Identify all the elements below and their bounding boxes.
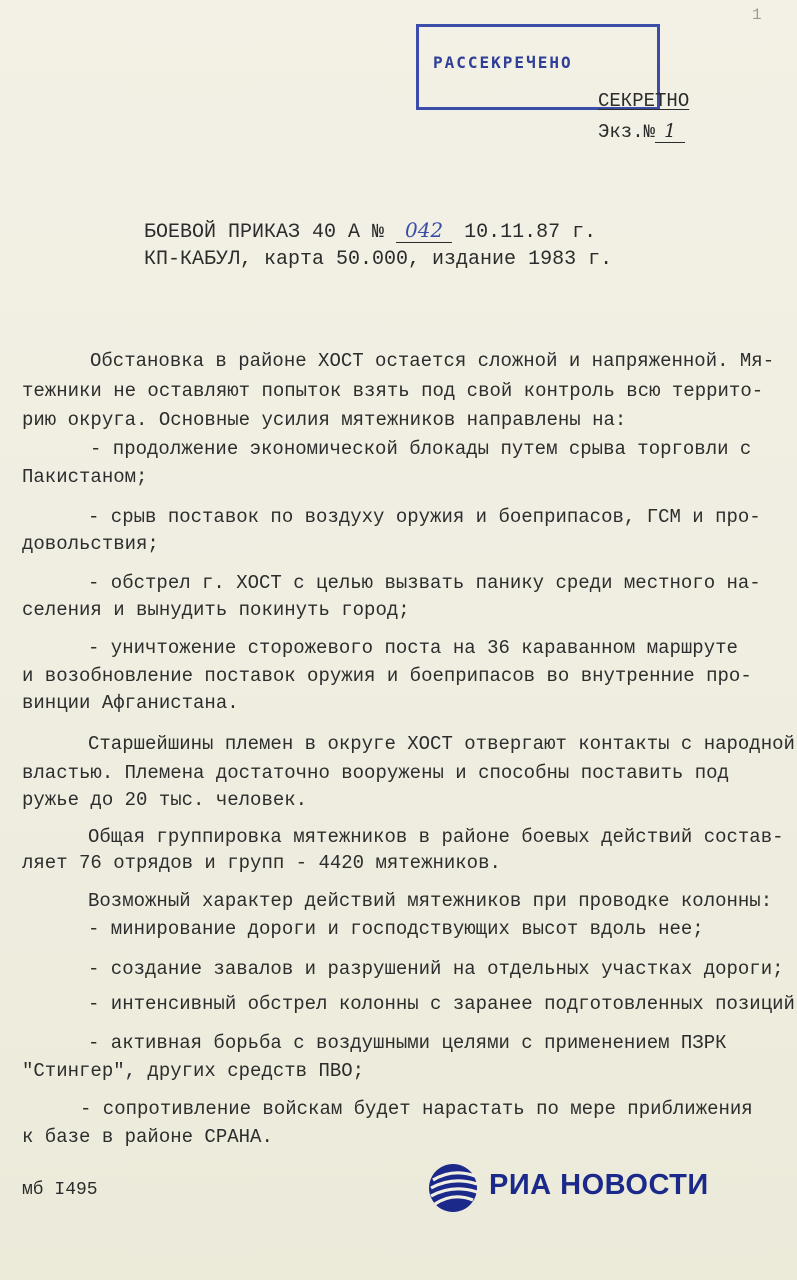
copy-number-line <box>598 120 685 143</box>
document-code: мб I495 <box>22 1180 98 1200</box>
order-date: 10.11.87 г. <box>464 221 597 244</box>
body-line: Возможный характер действий мятежников при проводке колонны: <box>88 890 773 912</box>
order-title <box>144 218 596 244</box>
body-line: - создание завалов и разрушений на отдельных участках дороги; <box>88 958 784 980</box>
body-line: - обстрел г. ХОСТ с целью вызвать панику среди местного на- <box>88 572 761 594</box>
copy-label: Экз.№ <box>598 121 656 143</box>
body-line: ружье до 20 тыс. человек. <box>22 789 308 811</box>
body-line: - активная борьба с воздушными целями с применением ПЗРК <box>88 1032 727 1054</box>
body-line: - интенсивный обстрел колонны с заранее подготовленных позиций <box>88 993 795 1015</box>
ria-logo-text: РИА НОВОСТИ <box>489 1169 709 1201</box>
stamp-text: РАССЕКРЕЧЕНО <box>433 53 573 72</box>
body-line: - минирование дороги и господствующих высот вдоль нее; <box>88 918 704 940</box>
body-line: - сопротивление войскам будет нарастать по мере приближения <box>80 1098 753 1120</box>
body-line: - уничтожение сторожевого поста на 36 караванном маршруте <box>88 637 738 659</box>
body-line: винции Афганистана. <box>22 692 239 714</box>
ria-novosti-logo <box>425 1160 740 1216</box>
body-line: тежники не оставляют попыток взять под свой контроль всю террито- <box>22 380 764 402</box>
body-line: довольствия; <box>22 533 159 555</box>
copy-number: 1 <box>655 120 685 143</box>
order-prefix: БОЕВОЙ ПРИКАЗ 40 А № <box>144 221 385 244</box>
body-line: "Стингер", других средств ПВО; <box>22 1060 365 1082</box>
body-line: Общая группировка мятежников в районе боевых действий состав- <box>88 826 784 848</box>
body-line: и возобновление поставок оружия и боеприпасов во внутренние про- <box>22 665 752 687</box>
ria-globe-icon <box>425 1160 481 1216</box>
body-line: - продолжение экономической блокады путем срыва торговли с <box>90 438 752 460</box>
pencil-page-mark: 1 <box>752 6 762 24</box>
body-line: Пакистаном; <box>22 466 148 488</box>
body-line: рию округа. Основные усилия мятежников направлены на: <box>22 409 627 431</box>
body-line: Старшейшины племен в округе ХОСТ отвергают контакты с народной <box>88 733 795 755</box>
order-number: 042 <box>396 218 452 243</box>
body-line: селения и вынудить покинуть город; <box>22 599 410 621</box>
body-line: ляет 76 отрядов и групп - 4420 мятежников. <box>22 852 501 874</box>
order-location: КП-КАБУЛ, карта 50.000, издание 1983 г. <box>144 248 613 271</box>
classification-label: СЕКРЕТНО <box>598 90 690 112</box>
body-line: - срыв поставок по воздуху оружия и боеприпасов, ГСМ и про- <box>88 506 761 528</box>
body-line: Обстановка в районе ХОСТ остается сложной и напряженной. Мя- <box>90 350 775 372</box>
body-line: властью. Племена достаточно вооружены и способны поставить под <box>22 762 729 784</box>
body-line: к базе в районе СРАНА. <box>22 1126 273 1148</box>
